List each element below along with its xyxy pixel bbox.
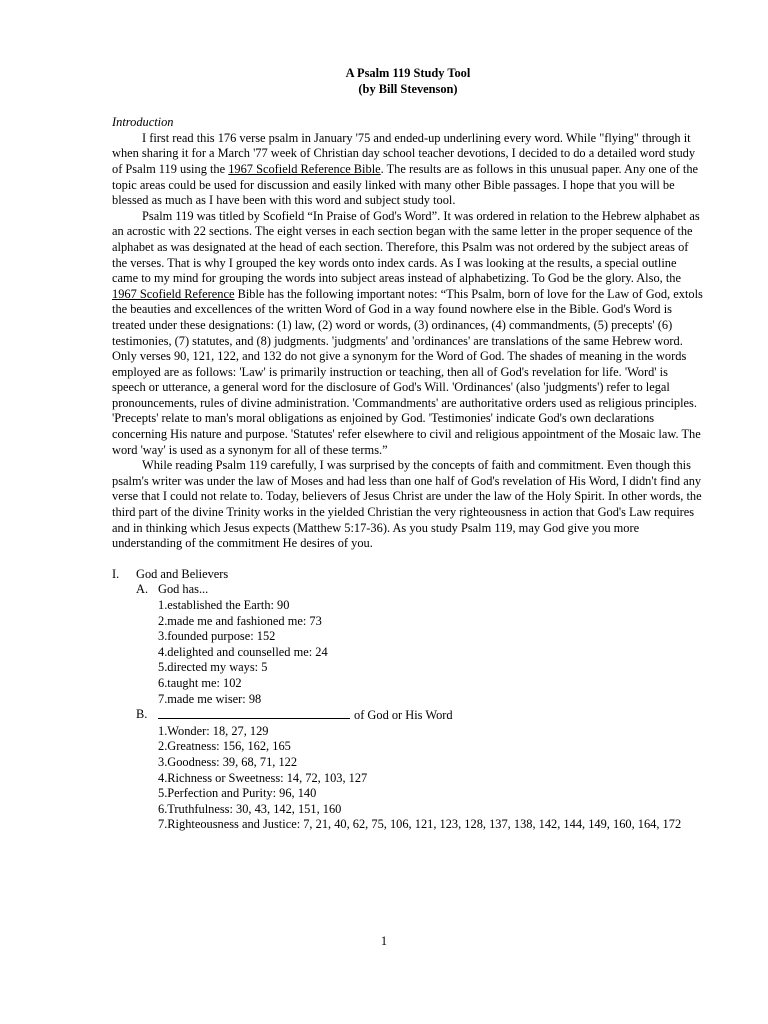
outline-subsection-a-letter: A. <box>136 582 149 597</box>
outline-subsection-a-title: God has... <box>158 582 209 597</box>
list-item: 7.made me wiser: 98 <box>158 691 262 706</box>
intro-paragraph-3: While reading Psalm 119 carefully, I was surprised by the concepts of faith and commitment. Even though this psalm's writer was under the law of Moses and had less than one half of God's revelation of His Word, I didn't find any verse that I could not relate to. Today, believers of Jesus Christ are under the law of the Holy Spirit. In other words, the third part of the divine Trinity works in the yielded Christian the very righteousness in action that God's Law requires and in thinking which Jesus expects (Matthew 5:17-36). As you study Psalm 119, may God give you more understanding of the commitment He desires of you. <box>112 458 702 551</box>
outline-subsection-b-title: of God or His Word <box>354 708 453 723</box>
outline-subsection-a <box>136 582 704 598</box>
intro-p2-text-b: Bible has the following important notes: “This Psalm, born of love for the Law of God, extols the beauties and excellences of the written Word of God in a way found nowhere else in the Bible. God's Word is treated under these designations: (1) law, (2) word or words, (3) ordinances, (4) commandments, (5) precepts' (6) testimonies, (7) statutes, and (8) judgments. 'judgments' and 'ordinances' are translations of the same Hebrew word. Only verses 90, 121, 122, and 132 do not give a synonym for the Word of God. The shades of meaning in the words employed are as follows: 'Law' is primarily instruction or teaching, then all of God's revelation for life. 'Word' is speech or utterance, a general word for the disclosure of God's Will. 'Ordinances' (also 'judgments') refer to legal pronouncements, rules of divine administration. 'Commandments' are authoritative orders used as religious principles. 'Precepts' relate to man's moral obligations as enjoined by God. 'Testimonies' indicate God's own declarations concerning His nature and purpose. 'Statutes' refer elsewhere to civil and religious appointment of the Mosaic law. The word 'way' is used as a synonym for all of these terms.” <box>112 286 703 457</box>
outline <box>112 567 704 833</box>
list-item: 6.taught me: 102 <box>158 675 242 690</box>
list-item: 1.established the Earth: 90 <box>158 598 290 612</box>
list-item: 4.delighted and counselled me: 24 <box>158 644 328 659</box>
scofield-reference-title-2: 1967 Scofield Reference <box>112 286 235 301</box>
introduction-heading: Introduction <box>112 115 174 130</box>
outline-subsection-b-letter: B. <box>136 707 148 722</box>
document-author: (by Bill Stevenson) <box>358 81 458 96</box>
list-item: 5.directed my ways: 5 <box>158 660 268 675</box>
document-title: A Psalm 119 Study Tool <box>345 66 471 80</box>
list-item: 4.Richness or Sweetness: 14, 72, 103, 127 <box>158 770 368 785</box>
list-item: 7.Righteousness and Justice: 7, 21, 40, 62, 75, 106, 121, 123, 128, 137, 138, 142, 144, 149, 160, 164, 172 <box>158 817 682 832</box>
intro-paragraph-1 <box>112 131 704 209</box>
scofield-reference-title: 1967 Scofield Reference Bible <box>228 161 381 176</box>
page-number: 1 <box>380 934 388 948</box>
list-item: 3.founded purpose: 152 <box>158 629 276 644</box>
intro-paragraph-2 <box>112 209 704 459</box>
outline-subsection-b <box>136 707 704 724</box>
intro-p2-text-a: Psalm 119 was titled by Scofield “In Praise of God's Word”. It was ordered in relation to the Hebrew alphabet as an acrostic with 22 sections. The eight verses in each section began with the same letter in the proper sequence of the alphabet as was designated at the head of each section. Therefore, this Psalm was not ordered by the subject areas of the verses. That is why I grouped the key words onto index cards. As I was looking at the results, a special outline came to my mind for grouping the words into subject areas instead of alphabetizing. To God be the glory. Also, the <box>112 208 700 286</box>
list-item: 3.Goodness: 39, 68, 71, 122 <box>158 754 298 769</box>
list-item: 6.Truthfulness: 30, 43, 142, 151, 160 <box>158 801 342 816</box>
list-item: 2.made me and fashioned me: 73 <box>158 613 322 628</box>
outline-section-1 <box>112 567 704 583</box>
document-page <box>112 66 704 833</box>
list-item: 2.Greatness: 156, 162, 165 <box>158 739 291 754</box>
outline-section-number: I. <box>112 566 120 581</box>
intro-p1-text-a: I first read this 176 verse psalm in January '75 and ended-up underlining every word. While "flying" through it when sharing it for a March '77 week of Christian day school teacher devotions, I decided to do a detailed word study of Psalm 119 using the <box>112 130 696 176</box>
fill-in-blank-line <box>158 707 350 719</box>
list-item: 1.Wonder: 18, 27, 129 <box>158 723 269 738</box>
outline-section-title: God and Believers <box>136 566 229 581</box>
intro-p1-text-b: . The results are as follows in this unusual paper. Any one of the topic areas could be used for discussion and easily linked with many other Bible passages. I hope that you will be blessed as much as I have been with this word and subject study tool. <box>112 161 699 208</box>
list-item: 5.Perfection and Purity: 96, 140 <box>158 786 317 801</box>
